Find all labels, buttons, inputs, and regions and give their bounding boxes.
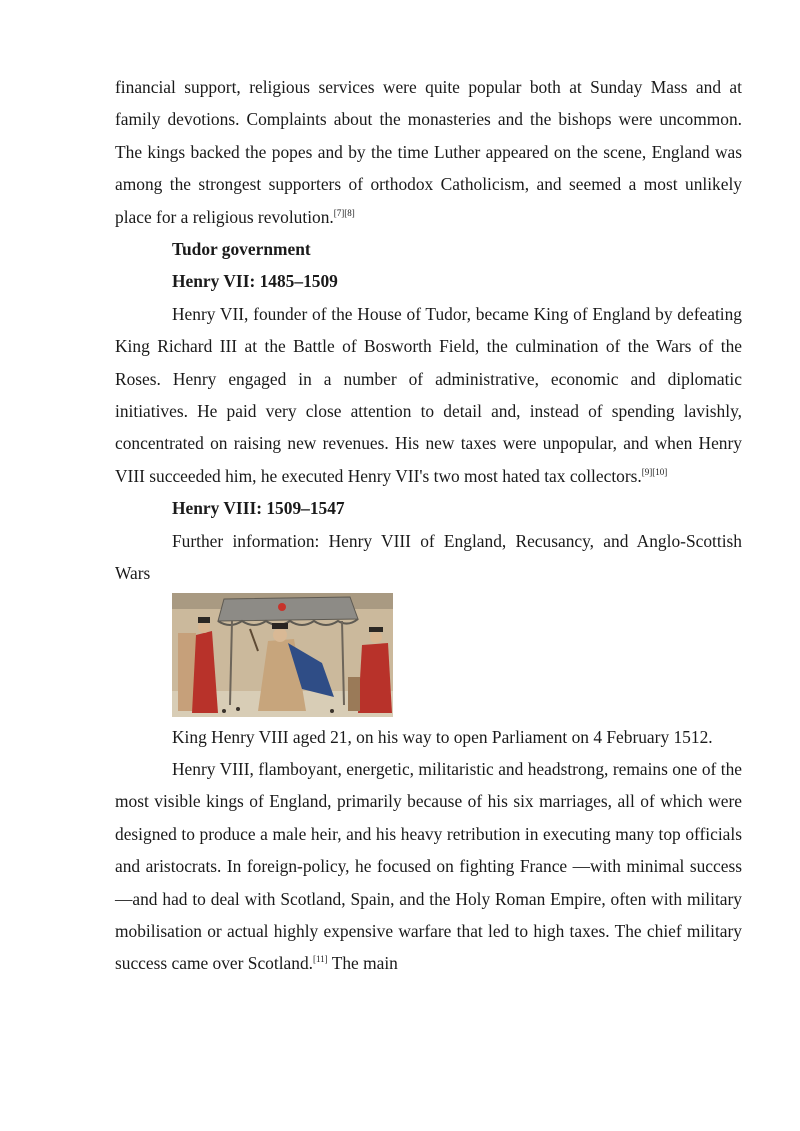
citation-ref[interactable]: [11] <box>313 954 328 965</box>
figure-caption: King Henry VIII aged 21, on his way to open Parliament on 4 February 1512. <box>172 726 713 747</box>
body-paragraph: Henry VII, founder of the House of Tudor, became King of England by defeating King Richard III at the Battle of Bosworth Field, the culmination of the Wars of the Roses. Henry engaged in a number of administrative, economic and diplomatic initiatives. He paid very close attention to detail and, instead of spending lavishly, concentrated on raising new revenues. His new taxes were unpopular, and when Henry VIII succeeded him, he executed Henry VII's two most hated tax collectors.[9][10] <box>115 303 742 486</box>
section-heading: Tudor government <box>172 239 311 260</box>
body-paragraph: financial support, religious services were quite popular both at Sunday Mass and at family devotions. Complaints about the monasteries and the bishops were uncommon. The kings backed the popes and by the time Luther appeared on the scene, England was among the strongest supporters of orthodox Catholicism, and seemed a most unlikely place for a religious revolution.[7][8] <box>115 77 742 227</box>
procession-painting-image <box>172 593 393 717</box>
procession-painting-icon <box>172 593 393 717</box>
subsection-heading: Henry VII: 1485–1509 <box>172 271 338 292</box>
citation-ref[interactable]: [9][10] <box>641 466 668 477</box>
citation-ref[interactable]: [7][8] <box>333 207 355 218</box>
subsection-heading: Henry VIII: 1509–1547 <box>172 498 345 519</box>
further-information-note: Further information: Henry VIII of England, Recusancy, and Anglo-Scottish Wars <box>115 530 742 584</box>
document-page <box>115 71 742 980</box>
body-paragraph: Henry VIII, flamboyant, energetic, militaristic and headstrong, remains one of the most visible kings of England, primarily because of his six marriages, all of which were designed to produce a male heir, and his heavy retribution in executing many top officials and aristocrats. In foreign-policy, he focused on fighting France —with minimal success—and had to deal with Scotland, Spain, and the Holy Roman Empire, often with military mobilisation or actual highly expensive warfare that led to high taxes. The chief military success came over Scotland.[11] The main <box>115 758 742 974</box>
